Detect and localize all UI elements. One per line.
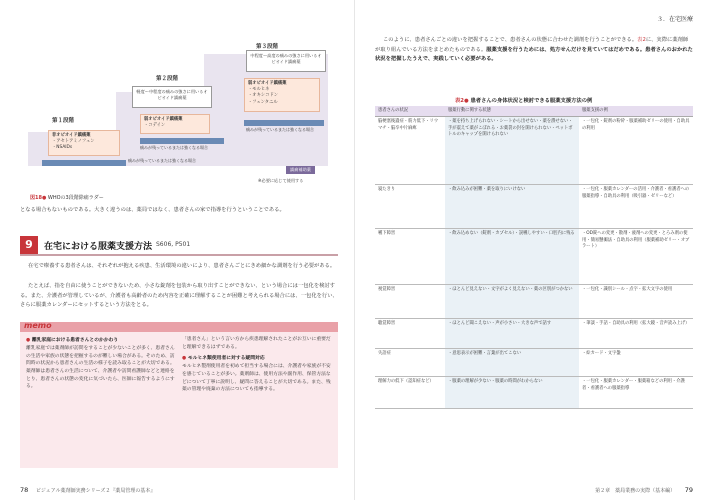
section-number: 9 (20, 236, 38, 254)
table-title-text: 患者さんの身体状況と検討できる服薬支援方法の例 (470, 98, 593, 104)
memo-right-text: モルヒネ製剤使用者を初めて担当する場合には、介護者や家族が不安を感じていることが多い。薬剤師は、使用方法や副作用、保管方法などについて丁寧に説明し、疑問に答えることが大切である。また、残薬の管理や廃棄の方法についても指導する。 (182, 364, 331, 393)
drug3-item: ・オキシコドン (248, 93, 279, 99)
memo-label: memo (24, 321, 52, 330)
table-row (375, 349, 693, 377)
row-behavior: ・飲み込めない（錠剤・カプセル）・誤嚥しやすい・口腔内に残る (445, 229, 579, 285)
row-status: 失語症 (375, 349, 445, 377)
adjuvant-note: ※必要に応じて使用する (258, 178, 304, 183)
left-page-number: 78 (20, 486, 29, 494)
step2-title: 第２段階 (156, 76, 179, 82)
memo-header (20, 322, 338, 332)
figure-caption-number: 図18● (30, 195, 47, 201)
left-footer (20, 486, 155, 494)
row-behavior: ・ほとんど見えない・文字がよく見えない・薬の区別がつかない (445, 285, 579, 319)
who-ladder-figure (28, 34, 332, 186)
left-paragraph-3: たとえば、指を自由に使うことができないため、小さな錠剤を包装から取り出すことができない、という場合には一包化を検討する。また、介護者が管理しているが、介護者も高齢者のため内容を正確に理解することが困難と考えられる場合には、一包化を行い、さらに服薬カレンダーにセットするという方法をとる。 (20, 283, 338, 309)
adjuvant-label: 鎮痛補助薬 (286, 166, 315, 174)
chapter-header: ３．在宅医療 (656, 16, 693, 23)
figure-caption-text: WHOの3段階除痛ラダー (47, 195, 104, 201)
row-support: ・一包化・服薬カレンダー・服薬箱などの利用・介護者・看護者への服薬指導 (579, 377, 693, 409)
left-paragraph-2: 在宅で療養する患者さんは、それぞれが抱える疾患、生活環境の違いにより、患者さんごとにきめ細かな調剤を行う必要がある。 (28, 263, 336, 269)
pain-arrow-2 (140, 138, 224, 144)
pain-arrow-1 (42, 160, 126, 166)
chapter-footer: 第２章 薬局業務の実際（基本編） (595, 488, 676, 494)
table-row (375, 185, 693, 229)
row-status: 脳梗塞後遺症・筋力低下・リウマチ・脳卒中片麻痺 (375, 117, 445, 185)
row-support: ・筆談・手話・自助具の利用（拡大鏡・音声読み上げ） (579, 319, 693, 349)
pain-arrow-1-label: 痛みが残っているまたは強くなる場合 (128, 158, 196, 163)
row-behavior: ・ほとんど聞こえない・声が小さい・大きな声で話す (445, 319, 579, 349)
table-row (375, 285, 693, 319)
right-page (354, 0, 708, 500)
row-status: 視覚障害 (375, 285, 445, 319)
table-title-number: 表2● (455, 98, 469, 104)
table-ref: 表2 (637, 37, 646, 43)
drug3-item: ・モルヒネ (248, 87, 270, 93)
row-behavior: ・飲み込みが困難・薬を取りにいけない (445, 185, 579, 229)
memo-column-left (26, 336, 176, 391)
memo-left-title: ● 離乳家庭における患者さんとのかかわり (26, 338, 119, 343)
figure-caption (30, 194, 104, 201)
row-status: 寝たきり (375, 185, 445, 229)
right-footer (595, 486, 693, 494)
left-paragraph-1: となる場合もないものである。大きく違うのは、薬局ではなく、患者さんの家で指導を行うということである。 (20, 207, 285, 213)
drug3-head: 弱オピオイド鎮痛薬 (248, 81, 287, 86)
step1-title: 第１段階 (52, 118, 75, 124)
col-header-status: 患者さんの状況 (375, 106, 445, 117)
right-paragraph-1 (375, 36, 693, 65)
section-reference: S606, P501 (156, 241, 191, 248)
drug2-item: ・コデイン (144, 123, 166, 129)
row-support: ・OD錠への変更・散剤・液剤への変更・とろみ剤の使用・簡易懸濁法・自助具の利用（服薬補助ゼリー・オブラート） (579, 229, 693, 285)
pain-arrow-3-label: 痛みが残っているまたは強くなる場合 (246, 127, 314, 132)
right-page-number: 79 (684, 486, 693, 494)
drug1-head: 非オピオイド鎮痛薬 (52, 133, 91, 138)
row-support: ・一包化・識別シール・点字・拡大文字の使用 (579, 285, 693, 319)
table-row (375, 117, 693, 185)
pain-level-2: 軽度～中程度の痛みの強さに用いるオピオイド鎮痛薬 (132, 86, 212, 108)
memo-left-text: 離乳家庭では薬剤師が訪問をすることが少ないことが多く、患者さんの生活や家族の状態を把握するのが難しい場合がある。そのため、訪問時の状況から患者さんの生活の様子を読み取ることが大切である。薬剤師は患者さんの生活について、介護者や訪問看護師などと連絡をとり、患者さんの状態の変化に気づいたら、医師に報告するようにする。 (26, 346, 175, 390)
drug-box-step1 (48, 130, 120, 156)
table-row (375, 229, 693, 285)
row-behavior: ・薬を持ち上げられない・シートから出せない・薬を潰せない・手が震えて薬がこぼれる・お薬袋の封を開けられない・ペットボトルのキャップを開けられない (445, 117, 579, 185)
memo-right-title-text: モルヒネ類使用者に対する疑問対応 (187, 356, 265, 362)
row-behavior: ・意思表示が困難・言葉が出てこない (445, 349, 579, 377)
table-row (375, 377, 693, 409)
drug-box-step2 (140, 114, 210, 134)
right-para-a: このように、患者さんごとの違いを把握することで、患者さんの状態に合わせた調剤を行うことができる。 (383, 37, 638, 43)
pain-arrow-2-label: 痛みが残っているまたは強くなる場合 (140, 145, 208, 150)
row-behavior: ・服薬の理解が少ない・服薬の時間がわからない (445, 377, 579, 409)
table-header-row (375, 106, 693, 117)
section-title: 在宅における服薬支援方法 (44, 242, 153, 252)
table-title (455, 96, 592, 104)
memo-right-title: ● モルヒネ類使用者に対する疑問対応 (182, 356, 265, 362)
drug1-item: ・NSAIDs (52, 145, 73, 151)
drug3-item: ・フェンタニル (248, 99, 278, 105)
drug-box-step3 (244, 78, 320, 112)
drug1-item: ・アセトアミノフェン (52, 139, 95, 145)
row-support: ・一包化・服薬カレンダーの活用・介護者・看護者への服薬指導・自助具の利用（吸引器・ゼリーなど） (579, 185, 693, 229)
section-heading (20, 236, 338, 256)
memo-right-intro: 「患者さん」という言い方から疾患理解されたことがお互いに重要だと理解できるはずである。 (182, 337, 331, 350)
support-table (375, 106, 693, 409)
memo-left-title-text: 離乳家庭における患者さんとのかかわり (31, 338, 119, 343)
memo-box (20, 322, 338, 468)
row-status: 嚥下障害 (375, 229, 445, 285)
row-support: ・絵カード・文字盤 (579, 349, 693, 377)
step3-title: 第３段階 (256, 44, 279, 50)
row-support: ・一包化・錠剤の粉砕・服薬補助ゼリーの使用・自助具の利用 (579, 117, 693, 185)
series-title: ビジュアル薬剤師実務シリーズ２『薬局管理の基本』 (35, 488, 156, 494)
drug2-head: 弱オピオイド鎮痛薬 (144, 117, 183, 122)
pain-arrow-3 (244, 120, 324, 126)
row-status: 理解力の低下（認知症など） (375, 377, 445, 409)
memo-column-right (182, 336, 332, 394)
col-header-support: 服薬支援の例 (579, 106, 693, 117)
row-status: 聴覚障害 (375, 319, 445, 349)
col-header-behavior: 服薬行動に関する状態 (445, 106, 579, 117)
pain-level-3: 中程度～高度の痛みの強さに用いるオピオイド鎮痛薬 (246, 50, 326, 72)
table-row (375, 319, 693, 349)
right-para-b: に、実際に薬剤師が取り組んでいる方法をまとめたものである。 (375, 37, 689, 53)
right-para-emphasis: 服薬支援を行うためには、処方せんだけを見ていてはだめである。患者さんのおかれた状況を把握したうえで、実践していく必要がある。 (375, 46, 693, 63)
